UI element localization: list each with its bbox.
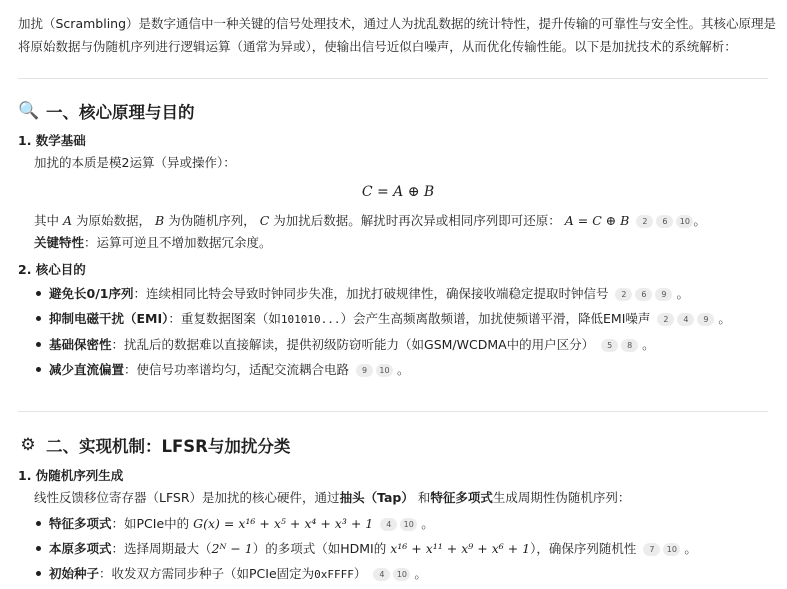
- citation-badge[interactable]: 7: [643, 543, 660, 556]
- item-text: ），确保序列随机性: [530, 541, 637, 556]
- math-period: 2ᴺ − 1: [211, 541, 253, 556]
- citation-badge[interactable]: 4: [677, 313, 694, 326]
- list-item: [18, 306, 778, 332]
- subheading-math-basis: 1. 数学基础: [18, 133, 86, 148]
- math-var-b: B: [155, 213, 165, 228]
- section-1-body: [18, 131, 778, 382]
- section-1-title: 一、核心原理与目的: [46, 103, 195, 122]
- item-label: 本原多项式: [49, 541, 112, 556]
- item-label: 基础保密性: [49, 337, 112, 352]
- divider: [18, 411, 768, 412]
- subheading-core-purpose: 2. 核心目的: [18, 262, 86, 277]
- prng-text-part: 和: [413, 490, 431, 505]
- math-polynomial: x¹⁶ + x¹¹ + x⁹ + x⁶ + 1: [390, 541, 531, 556]
- item-text: ：扰乱后的数据难以直接解读，提供初级防窃听能力（如GSM/WCDMA中的用户区分）: [111, 337, 595, 352]
- citation-badge[interactable]: 4: [380, 518, 397, 531]
- formula-xor: C = A ⊕ B: [361, 184, 435, 200]
- lfsr-list: [18, 511, 778, 587]
- item-text: ：重复数据图案（如: [168, 311, 281, 326]
- citation-badge[interactable]: 8: [621, 339, 638, 352]
- item-label: 减少直流偏置: [49, 362, 125, 377]
- citation-badge[interactable]: 2: [657, 313, 674, 326]
- divider: [18, 78, 768, 79]
- item-end: 。: [397, 362, 410, 377]
- section-2-heading: [18, 433, 290, 457]
- prng-text-part: 线性反馈移位寄存器（LFSR）是加扰的核心硬件，通过: [34, 490, 340, 505]
- prng-bold-tap: 抽头（Tap）: [339, 490, 414, 505]
- item-label: 避免长0/1序列: [49, 286, 134, 301]
- citation-badge[interactable]: 2: [615, 288, 632, 301]
- item-label: 初始种子: [49, 566, 100, 581]
- item-end: 。: [642, 337, 655, 352]
- intro-line-2: 将原始数据与伪随机序列进行逻辑运算（通常为异或），使输出信号近似白噪声，从而优化传输性能。以下是加扰技术的系统解析：: [18, 39, 737, 54]
- item-text: ）: [353, 566, 367, 581]
- citation-badge[interactable]: 10: [376, 364, 393, 377]
- item-end: 。: [718, 311, 731, 326]
- citation-badge[interactable]: 6: [656, 215, 673, 228]
- item-end: 。: [676, 286, 689, 301]
- explain-text: 其中: [34, 213, 60, 228]
- item-text: ）会产生高频离散频谱，加扰使频谱平滑，降低EMI噪声: [340, 311, 651, 326]
- list-item: [18, 357, 778, 382]
- explain-text: 为原始数据，: [76, 213, 152, 228]
- section-1-heading: [18, 99, 195, 123]
- list-item: [18, 332, 778, 357]
- inline-code: 0xFFFF: [314, 568, 354, 581]
- item-text: ：如PCIe中的: [111, 516, 194, 531]
- magnifier-icon: 🔍: [18, 101, 40, 121]
- citation-badge[interactable]: 6: [635, 288, 652, 301]
- citation-badge[interactable]: 4: [373, 568, 390, 581]
- item-text: ：选择周期最大（: [111, 541, 212, 556]
- item-text: ）的多项式（如HDMI的: [252, 541, 391, 556]
- item-end: 。: [421, 516, 434, 531]
- key-property-label: 关键特性: [34, 235, 85, 250]
- purpose-list: [18, 281, 778, 382]
- citation-badge[interactable]: 9: [356, 364, 373, 377]
- citation-badge[interactable]: 10: [393, 568, 410, 581]
- item-label: 抑制电磁干扰（EMI）: [49, 311, 169, 326]
- explain-text: 为伪随机序列，: [168, 213, 256, 228]
- item-end: 。: [684, 541, 697, 556]
- prng-text-part: 生成周期性伪随机序列：: [492, 490, 631, 505]
- item-text: ：收发双方需同步种子（如PCIe固定为: [99, 566, 315, 581]
- item-label: 特征多项式: [49, 516, 112, 531]
- list-item: [18, 281, 778, 306]
- math-explanation: [18, 210, 778, 254]
- intro-paragraph: [18, 0, 783, 58]
- section-2-body: [18, 466, 778, 587]
- intro-line-1: 加扰（Scrambling）是数字通信中一种关键的信号处理技术，通过人为扰乱数据的统计特性，提升传输的可靠性与安全性。其核心原理是: [18, 16, 777, 31]
- list-item: [18, 561, 778, 587]
- explain-text: 为加扰后数据。解扰时再次异或相同序列即可还原：: [273, 213, 561, 228]
- citation-badge[interactable]: 9: [655, 288, 672, 301]
- key-property-text: ：运算可逆且不增加数据冗余度。: [84, 235, 272, 250]
- math-polynomial: G(x) = x¹⁶ + x⁵ + x⁴ + x³ + 1: [193, 516, 374, 531]
- explain-text: 。: [693, 213, 706, 228]
- item-end: 。: [414, 566, 427, 581]
- list-item: [18, 536, 778, 561]
- subheading-prng: 1. 伪随机序列生成: [18, 468, 124, 483]
- section-2-title: 二、实现机制：LFSR与加扰分类: [46, 437, 291, 456]
- math-basis-text: 加扰的本质是模2运算（异或操作）：: [34, 155, 236, 170]
- list-item: [18, 511, 778, 536]
- citation-badge[interactable]: 10: [400, 518, 417, 531]
- item-text: ：使信号功率谱均匀，适配交流耦合电路: [124, 362, 350, 377]
- citation-badge[interactable]: 2: [636, 215, 653, 228]
- citation-badge[interactable]: 5: [601, 339, 618, 352]
- gear-icon: ⚙: [20, 435, 36, 455]
- prng-text: [18, 487, 778, 509]
- formula-inverse: A = C ⊕ B: [564, 213, 630, 228]
- item-text: ：连续相同比特会导致时钟同步失准，加扰打破规律性，确保接收端稳定提取时钟信号: [133, 286, 609, 301]
- citation-badge[interactable]: 9: [697, 313, 714, 326]
- citation-badge[interactable]: 10: [663, 543, 680, 556]
- inline-code: 101010...: [280, 313, 341, 326]
- prng-bold-poly: 特征多项式: [430, 490, 493, 505]
- math-var-a: A: [63, 213, 73, 228]
- math-var-c: C: [259, 213, 270, 228]
- citation-badge[interactable]: 10: [676, 215, 693, 228]
